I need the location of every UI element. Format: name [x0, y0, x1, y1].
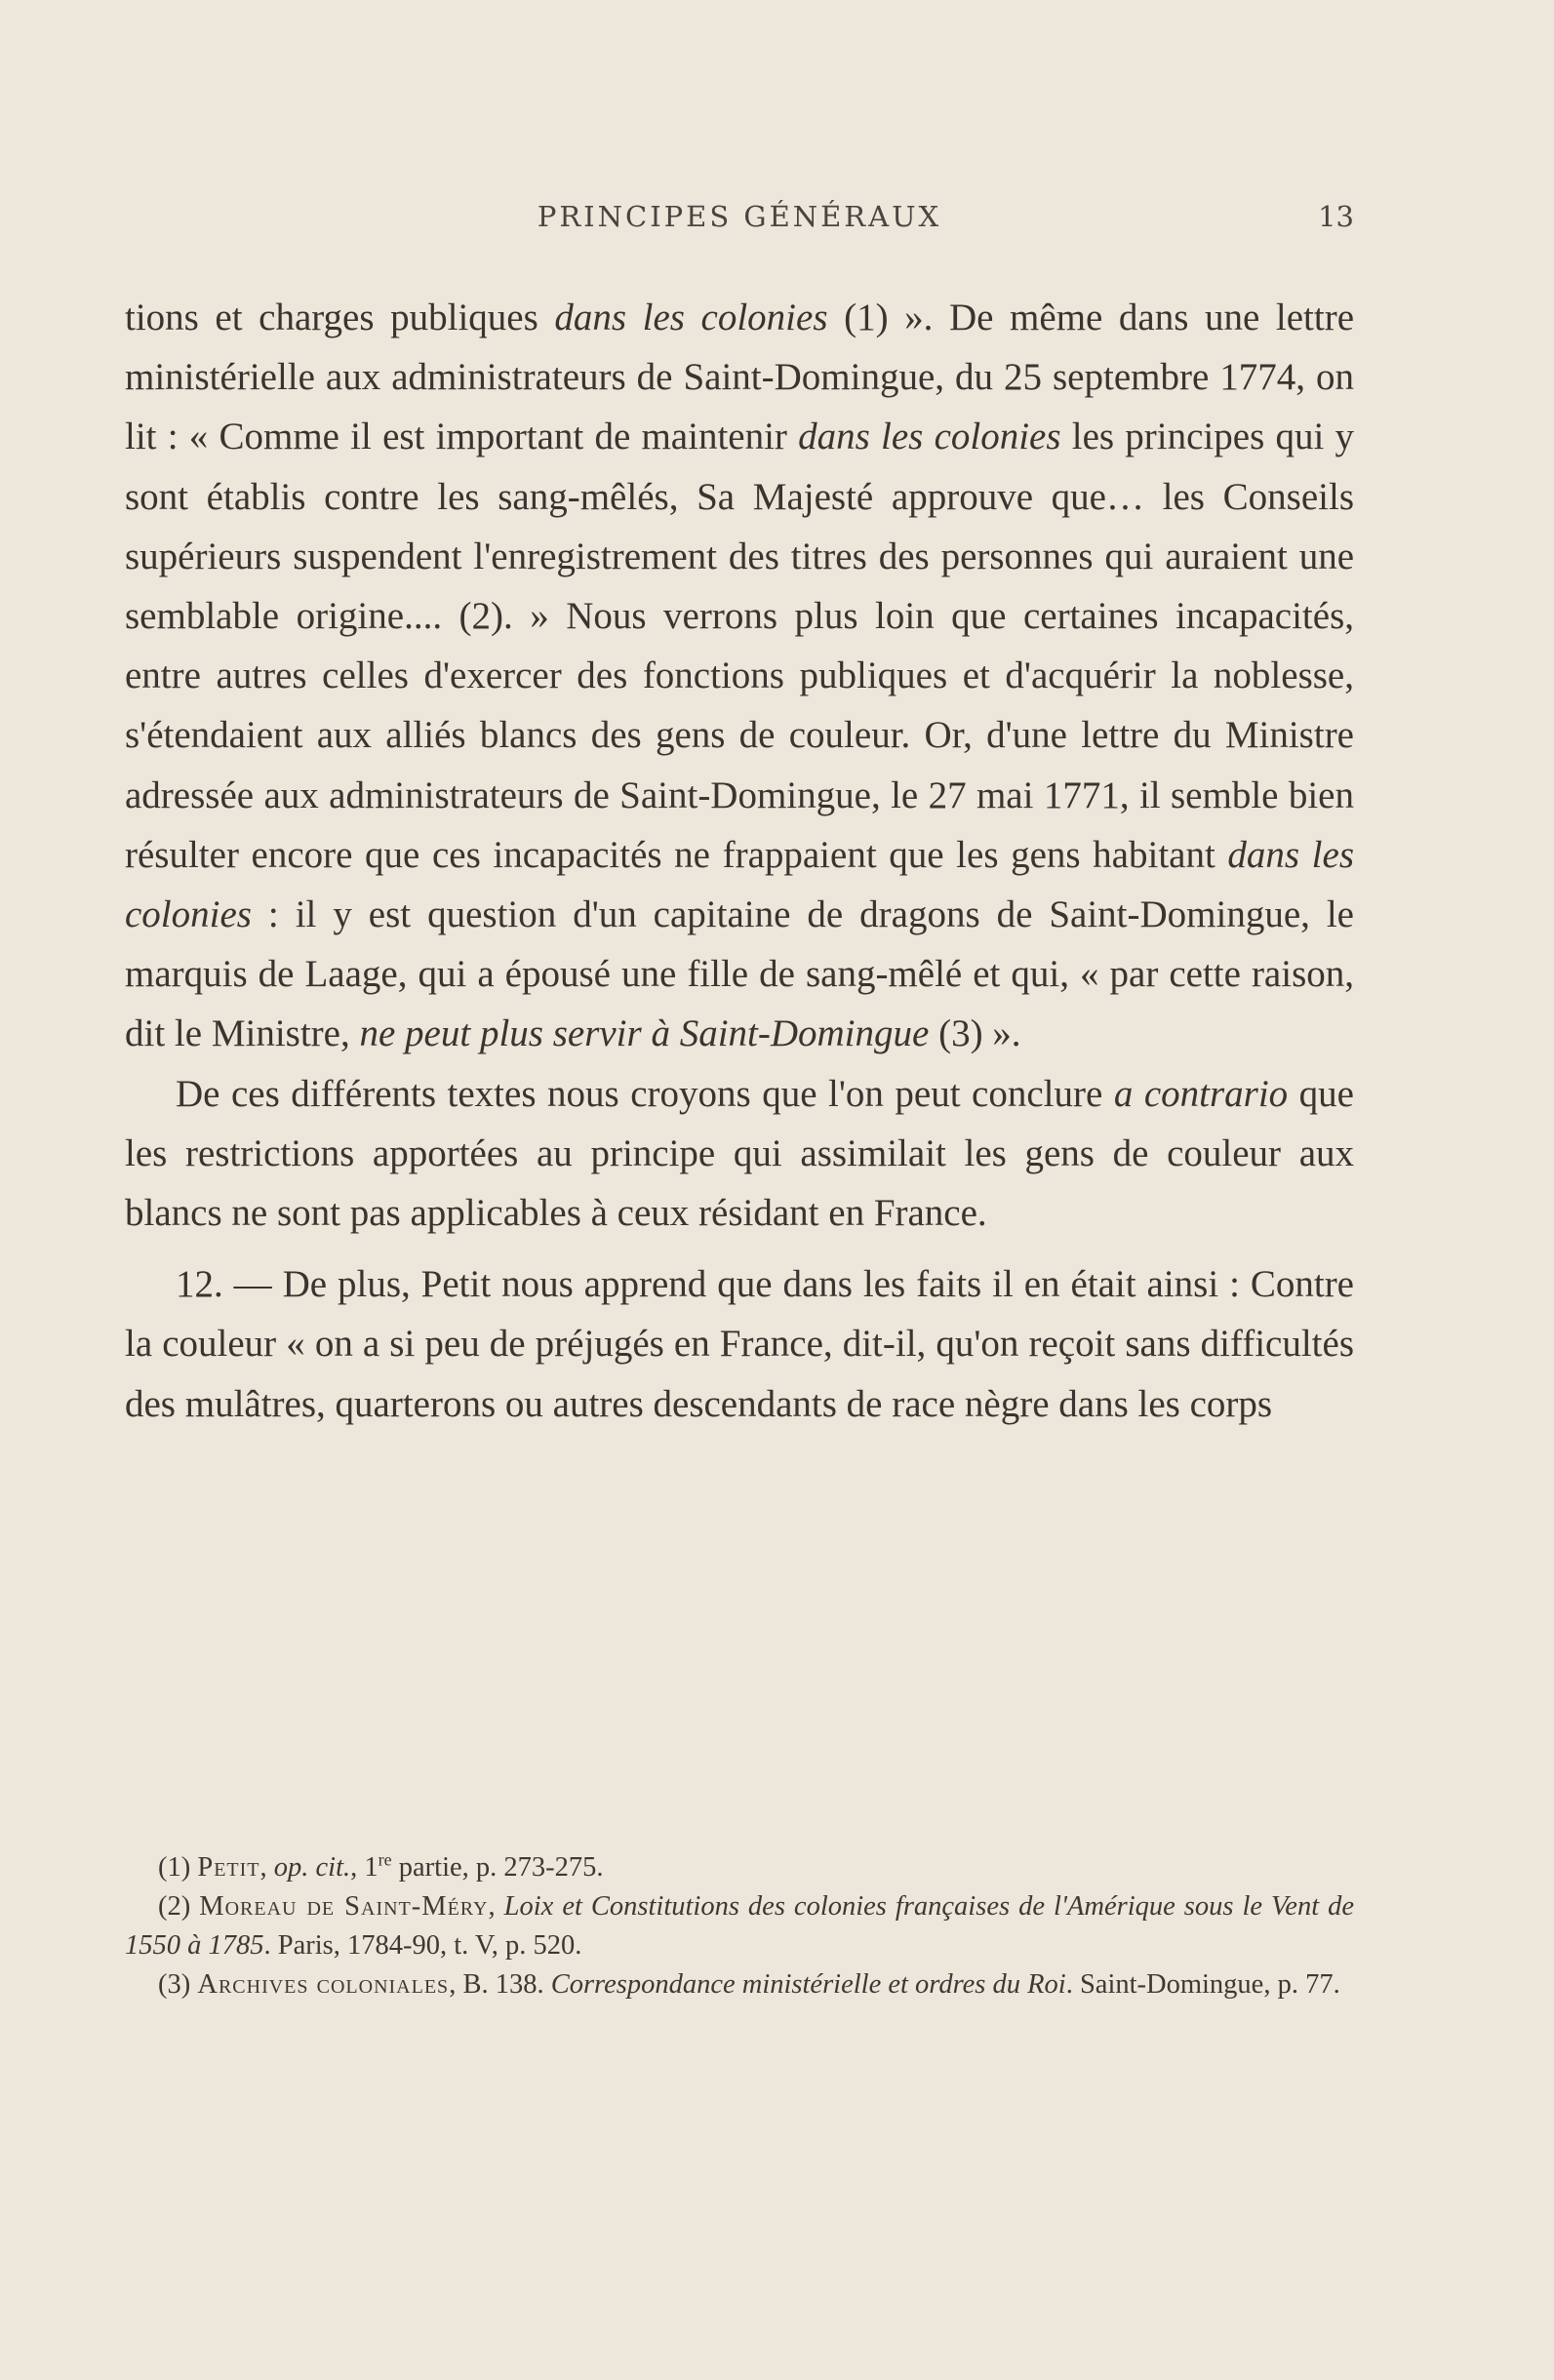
- text-run: . Saint-Domingue, p. 77.: [1065, 1969, 1340, 2000]
- footnote-author: Moreau de Saint-Méry: [199, 1891, 489, 1922]
- text-run: ,: [259, 1852, 274, 1883]
- text-run: : il y est question d'un capitaine de dragons de Saint-Domingue, le marquis de Laage, qui a épousé une fille de sang-mêlé et qui, « par cette raison, dit le Ministre,: [125, 893, 1354, 1055]
- italic-run: op. cit.: [273, 1852, 351, 1883]
- italic-run: dans les colonies: [798, 416, 1061, 458]
- text-run: (1) ». De même dans une lettre ministérielle aux administrateurs de Saint-Domingue, du 25 septembre 1774, on lit : « Comme il est important de maintenir: [125, 297, 1354, 458]
- italic-run: ne peut plus servir à Saint-Domingue: [359, 1012, 930, 1055]
- italic-run: dans les colonies: [554, 297, 828, 338]
- page-number: 13: [1318, 200, 1354, 233]
- text-run: partie, p. 273-275.: [391, 1852, 604, 1883]
- italic-run: Correspondance ministérielle et ordres du Roi: [550, 1969, 1066, 2000]
- text-run: , B. 138.: [449, 1969, 551, 2000]
- footnotes: [125, 1848, 1354, 2004]
- footnote-number: (1): [158, 1852, 198, 1883]
- text-run: que les restrictions apportées au principe qui assimilait les gens de couleur aux blancs ne sont pas applicables à ceux résidant en France.: [125, 1072, 1354, 1235]
- footnote-3: [125, 1965, 1354, 2004]
- footnote-author: Archives coloniales: [197, 1969, 450, 2000]
- text-run: (3) ».: [929, 1012, 1021, 1055]
- text-run: ,: [488, 1891, 504, 1922]
- footnote-author: Petit: [197, 1852, 260, 1883]
- numbered-paragraph: [125, 1254, 1354, 1434]
- text-run: , 1: [350, 1852, 379, 1883]
- italic-run: Loix et Constitutions des colonies françaises de l'Amérique sous le Vent de 1550 à 1785: [125, 1891, 1355, 1961]
- body-text: [125, 288, 1354, 1434]
- paragraph: [125, 288, 1354, 1064]
- text-run: les principes qui y sont établis contre les sang-mêlés, Sa Majesté approuve que… les Conseils supérieurs suspendent l'enregistrement des titres des personnes qui auraient une semblable origine.... (2). » Nous verrons plus loin que certaines incapacités, entre autres celles d'exercer des fonctions publiques et d'acquérir la noblesse, s'étendaient aux alliés blancs des gens de couleur. Or, d'une lettre du Ministre adressée aux administrateurs de Saint-Domingue, le 27 mai 1771, il semble bien résulter encore que ces incapacités ne frappaient que les gens habitant: [125, 416, 1355, 876]
- page-header: [125, 200, 1354, 239]
- text-run: . Paris, 1784-90, t. V, p. 520.: [263, 1930, 582, 1961]
- paragraph: [125, 1064, 1354, 1244]
- footnote-number: (3): [158, 1969, 198, 2000]
- running-title: PRINCIPES GÉNÉRAUX: [537, 200, 942, 233]
- text-run: 12. — De plus, Petit nous apprend que dans les faits il en était ainsi : Contre la couleur « on a si peu de préjugés en France, dit-il, qu'on reçoit sans difficultés des mulâtres, quarterons ou autres descendants de race nègre dans les corps: [125, 1263, 1354, 1425]
- footnote-number: (2): [158, 1891, 200, 1922]
- italic-run: a contrario: [1113, 1072, 1289, 1115]
- footnote-1: [125, 1848, 1354, 1887]
- text-run: tions et charges publiques: [125, 297, 555, 338]
- superscript: re: [378, 1849, 392, 1870]
- text-run: De ces différents textes nous croyons que l'on peut conclure: [176, 1072, 1114, 1115]
- footnote-2: [125, 1887, 1354, 1965]
- italic-run: dans les colonies: [125, 833, 1355, 936]
